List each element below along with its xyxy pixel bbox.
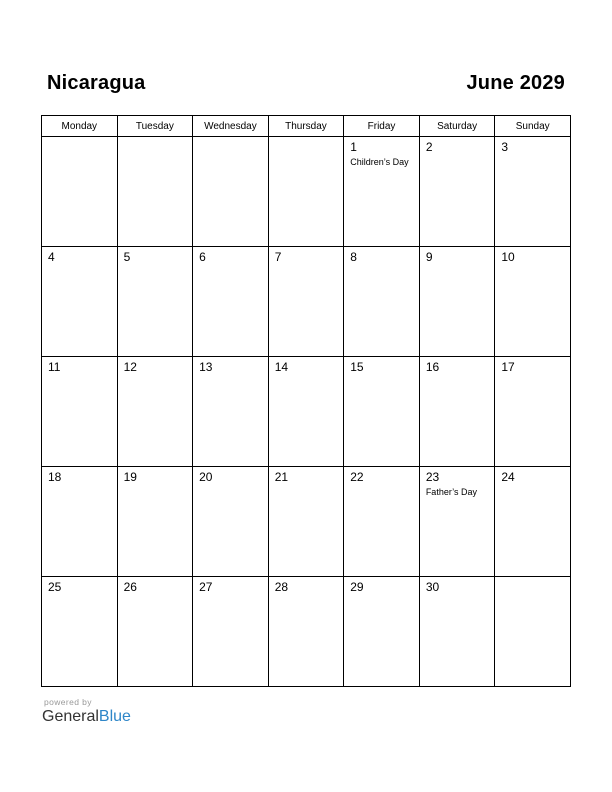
day-cell (268, 137, 344, 247)
day-number: 15 (350, 360, 364, 374)
day-number: 13 (199, 360, 213, 374)
generalblue-logo (42, 708, 131, 726)
day-number: 21 (274, 470, 289, 484)
weekday-header-monday: Monday (42, 116, 118, 137)
weekday-header-tuesday: Tuesday (117, 116, 193, 137)
day-cell (344, 357, 420, 467)
calendar-body (42, 137, 571, 687)
day-number: 25 (48, 580, 62, 594)
day-number: 28 (274, 580, 289, 594)
day-cell (117, 467, 193, 577)
weekday-header-sunday: Sunday (495, 116, 571, 137)
day-number: 26 (123, 580, 137, 594)
day-cell (117, 247, 193, 357)
day-cell (42, 467, 118, 577)
day-cell (117, 577, 193, 687)
day-number: 6 (199, 250, 206, 264)
day-cell (495, 577, 571, 687)
week-row (42, 357, 571, 467)
day-cell (193, 577, 269, 687)
day-cell (193, 247, 269, 357)
calendar-grid (41, 115, 571, 687)
day-number: 19 (123, 470, 137, 484)
day-cell (268, 467, 344, 577)
week-row (42, 247, 571, 357)
holiday-label: Father’s Day (425, 487, 477, 497)
day-cell (117, 137, 193, 247)
day-number: 24 (501, 470, 515, 484)
day-cell (193, 357, 269, 467)
day-cell (419, 577, 495, 687)
day-number: 10 (501, 250, 515, 264)
month-year-title: June 2029 (466, 72, 565, 94)
day-number: 17 (501, 360, 515, 374)
day-number: 5 (123, 250, 131, 264)
weekday-header-saturday: Saturday (419, 116, 495, 137)
week-row (42, 137, 571, 247)
day-cell (495, 357, 571, 467)
day-cell (268, 577, 344, 687)
day-cell (419, 137, 495, 247)
day-number: 4 (48, 250, 55, 264)
day-cell (268, 247, 344, 357)
day-number: 14 (274, 360, 289, 374)
day-cell (117, 357, 193, 467)
day-cell (495, 137, 571, 247)
day-number: 22 (350, 470, 364, 484)
day-number: 16 (425, 360, 440, 374)
weekday-header-wednesday: Wednesday (193, 116, 269, 137)
week-row (42, 577, 571, 687)
day-cell (344, 577, 420, 687)
day-number: 18 (48, 470, 62, 484)
day-number: 7 (274, 250, 282, 264)
day-cell (344, 247, 420, 357)
day-cell (419, 247, 495, 357)
brand-general-text: General (42, 708, 99, 725)
day-cell (495, 247, 571, 357)
day-cell (42, 137, 118, 247)
day-cell (344, 467, 420, 577)
day-cell (419, 357, 495, 467)
day-number: 27 (199, 580, 213, 594)
weekday-header-friday: Friday (344, 116, 420, 137)
day-cell (268, 357, 344, 467)
powered-by-label: powered by (44, 697, 92, 707)
day-cell (42, 357, 118, 467)
day-cell (344, 137, 420, 247)
day-number: 23 (425, 470, 440, 484)
day-number: 29 (350, 580, 364, 594)
weekday-header-thursday: Thursday (268, 116, 344, 137)
day-number: 30 (425, 580, 440, 594)
day-cell (42, 577, 118, 687)
day-cell (495, 467, 571, 577)
day-cell (42, 247, 118, 357)
day-number: 2 (425, 140, 433, 154)
holiday-label: Children’s Day (350, 157, 409, 167)
brand-blue-text: Blue (98, 708, 131, 725)
day-number: 11 (48, 360, 61, 374)
week-row (42, 467, 571, 577)
day-number: 12 (123, 360, 137, 374)
day-number: 1 (350, 140, 357, 154)
day-number: 20 (199, 470, 213, 484)
day-number: 9 (425, 250, 433, 264)
weekday-header-row (42, 116, 571, 137)
day-cell (193, 467, 269, 577)
day-number: 8 (350, 250, 357, 264)
day-cell (193, 137, 269, 247)
day-cell (419, 467, 495, 577)
country-title: Nicaragua (47, 72, 146, 94)
day-number: 3 (501, 140, 509, 154)
